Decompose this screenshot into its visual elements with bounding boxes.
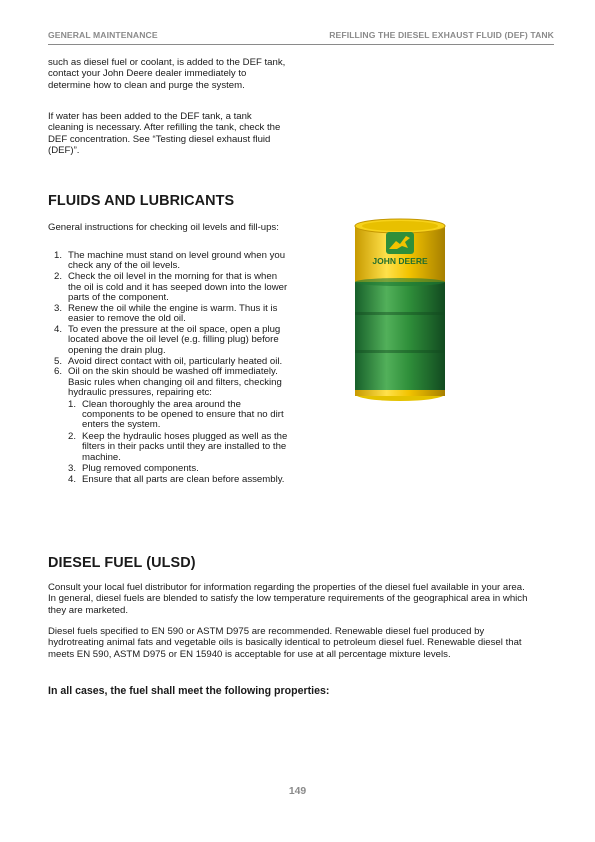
header-section-title: GENERAL MAINTENANCE (48, 30, 158, 40)
list-item: 1. The machine must stand on level ground when you check any of the oil levels. (54, 250, 286, 272)
list-item: 2. Check the oil level in the morning for that is when the oil is cold and it has seeped down into the lower parts of the component. (54, 271, 288, 304)
page-header (48, 28, 554, 45)
basic-rules-sublist (68, 400, 288, 486)
fluids-instructions-list (54, 251, 288, 487)
diesel-paragraph-2: Diesel fuels specified to EN 590 or ASTM D975 are recommended. Renewable diesel fuel produced by hydrotreating animal fats and vegetable oils is basically identical to petroleum diesel fuel. Renewable diesel that meets EN 590, ASTM D975 or EN 15940 is acceptable for use at all percentage mixture levels. (48, 626, 522, 660)
list-item: 4. To even the pressure at the oil space, open a plug located above the oil level (e.g. filling plug) before opening the drain plug. (54, 324, 281, 356)
fluids-heading: FLUIDS AND LUBRICANTS (48, 193, 235, 209)
drum-brand-label: JOHN DEERE (372, 256, 428, 266)
list-item: 6. Oil on the skin should be washed off immediately. Basic rules when changing oil and filters, checking hydraulic pressures, repairing etc: 1. Clean thoroughly the area around the components to be opened to ensure that no dirt enters the system. 2. Keep the hydraulic hoses plugged as well as the filters in their packs until they are installed to the machine. 3. Plug removed components. 4. Ensure that all parts are clean before assembly. (54, 366, 288, 486)
oil-drum-image (352, 218, 448, 404)
diesel-properties-lead: In all cases, the fuel shall meet the following properties: (48, 685, 330, 697)
list-item: 5. Avoid direct contact with oil, particularly heated oil. (54, 355, 283, 367)
list-item: 3. Plug removed components. (68, 463, 199, 475)
intro-paragraph-1: such as diesel fuel or coolant, is added to the DEF tank, contact your John Deere dealer immediately to determine how to clean and purge the system. (48, 57, 286, 91)
list-item: 1. Clean thoroughly the area around the components to be opened to ensure that no dirt enters the system. (68, 398, 284, 431)
john-deere-leaping-deer-icon (386, 232, 414, 254)
diesel-paragraph-1: Consult your local fuel distributor for information regarding the properties of the diesel fuel available in your area. In general, diesel fuels are blended to satisfy the low temperature requirements of the geographical area in which they are marketed. (48, 582, 528, 616)
list-item: 2. Keep the hydraulic hoses plugged as well as the filters in their packs until they are installed to the machine. (68, 430, 288, 463)
list-item: 4. Ensure that all parts are clean before assembly. (68, 474, 285, 486)
fluids-lead-text: General instructions for checking oil levels and fill-ups: (48, 222, 279, 233)
intro-paragraph-2: If water has been added to the DEF tank, a tank cleaning is necessary. After refilling the tank, check the DEF concentration. See “Testing diesel exhaust fluid (DEF)”. (48, 111, 281, 157)
header-chapter-title: REFILLING THE DIESEL EXHAUST FLUID (DEF) TANK (329, 30, 554, 40)
diesel-heading: DIESEL FUEL (ULSD) (48, 555, 196, 571)
page-number: 149 (288, 786, 307, 797)
list-item: 3. Renew the oil while the engine is warm. Thus it is easier to remove the old oil. (54, 302, 278, 325)
